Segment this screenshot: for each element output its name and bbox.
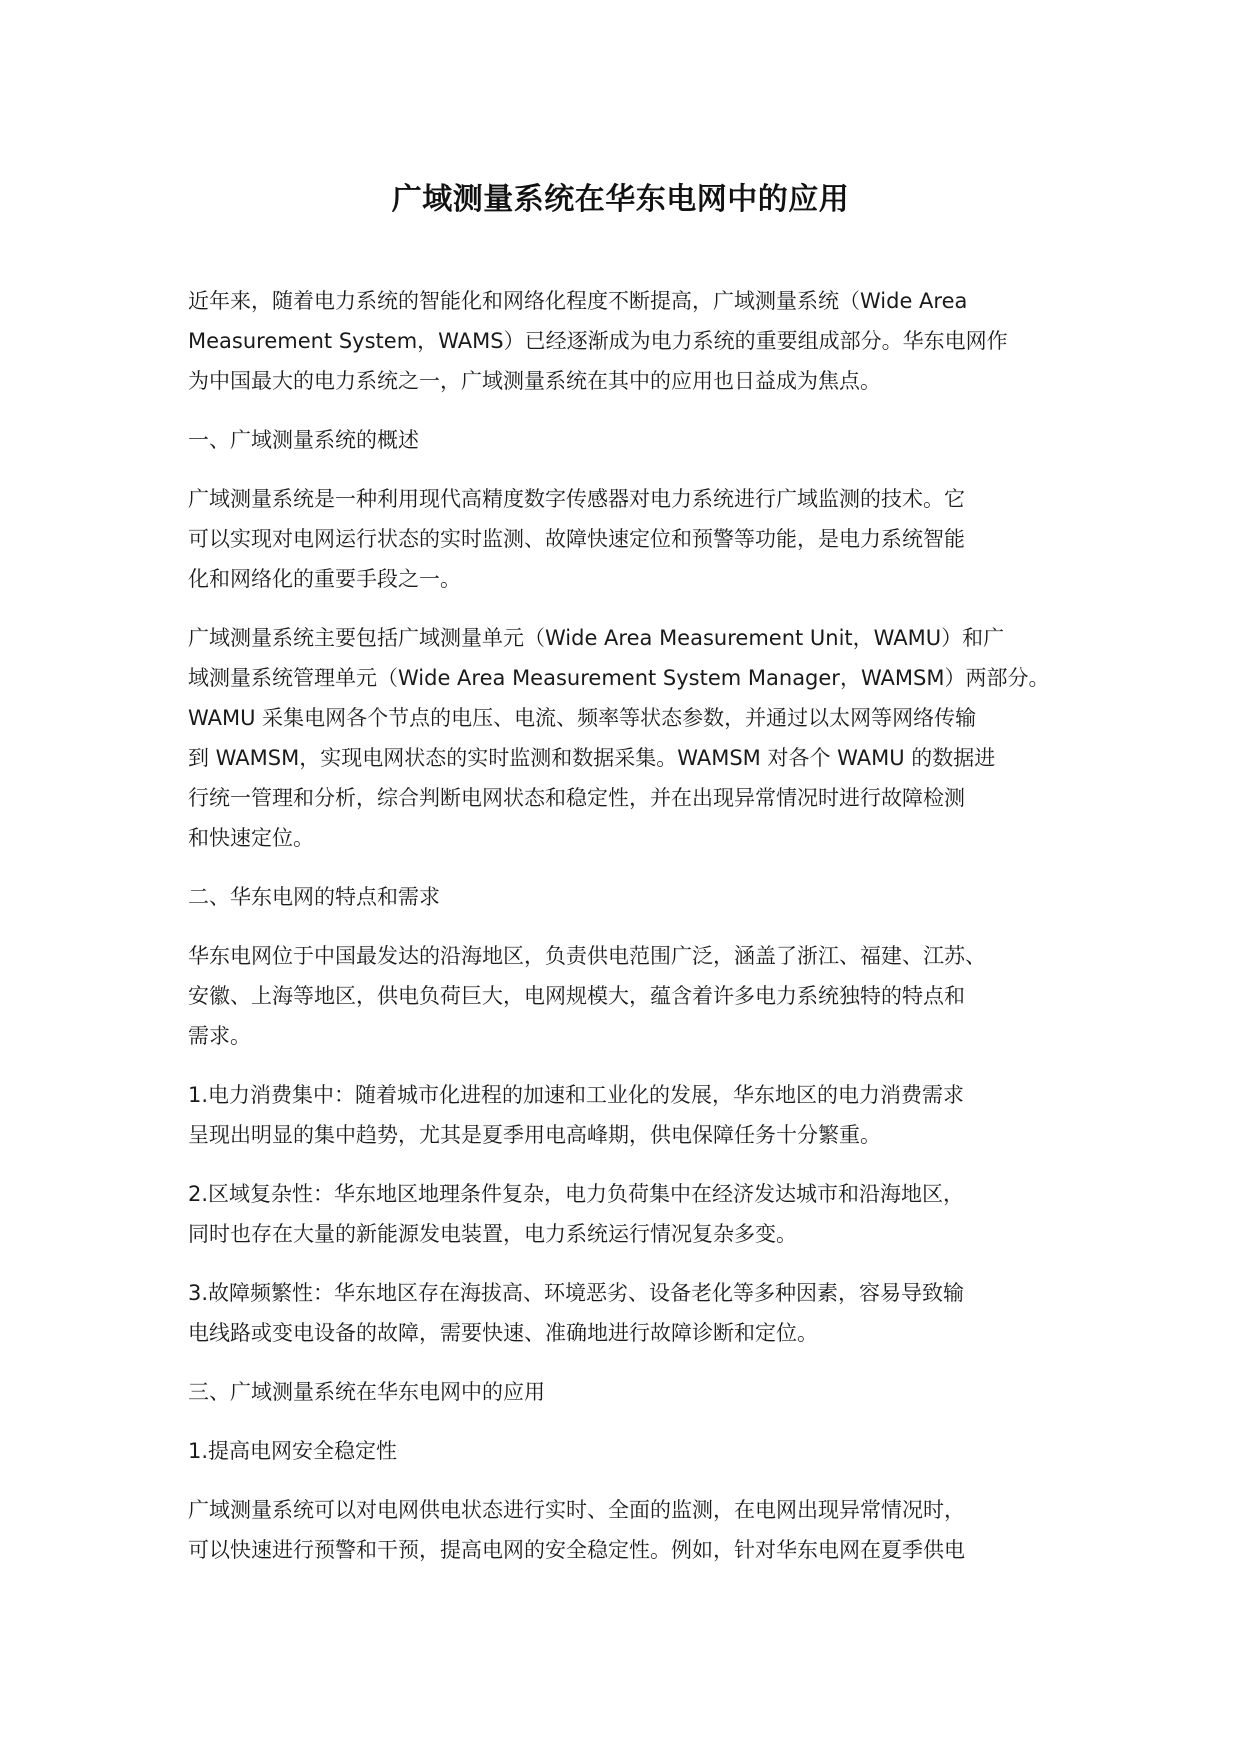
paragraph-line: 电线路或变电设备的故障，需要快速、准确地进行故障诊断和定位。 bbox=[188, 1321, 818, 1345]
paragraph-line: 为中国最大的电力系统之一，广域测量系统在其中的应用也日益成为焦点。 bbox=[188, 369, 881, 393]
paragraph-line: 广域测量系统主要包括广域测量单元（Wide Area Measurement Unit，WAMU）和广 bbox=[188, 626, 1005, 650]
paragraph bbox=[188, 1273, 1068, 1353]
paragraph-line: 行统一管理和分析，综合判断电网状态和稳定性，并在出现异常情况时进行故障检测 bbox=[188, 786, 965, 810]
paragraph-line: 可以快速进行预警和干预，提高电网的安全稳定性。例如，针对华东电网在夏季供电 bbox=[188, 1538, 965, 1562]
heading-line: 三、广域测量系统在华东电网中的应用 bbox=[188, 1380, 545, 1404]
section-heading bbox=[188, 420, 1068, 460]
document-body bbox=[188, 281, 1068, 1589]
paragraph bbox=[188, 1075, 1068, 1155]
paragraph bbox=[188, 479, 1068, 599]
paragraph-line: 安徽、上海等地区，供电负荷巨大，电网规模大，蕴含着许多电力系统独特的特点和 bbox=[188, 984, 965, 1008]
paragraph-line: 华东电网位于中国最发达的沿海地区，负责供电范围广泛，涵盖了浙江、福建、江苏、 bbox=[188, 944, 986, 968]
paragraph bbox=[188, 936, 1068, 1056]
paragraph-line: 可以实现对电网运行状态的实时监测、故障快速定位和预警等功能，是电力系统智能 bbox=[188, 527, 965, 551]
paragraph-line: Measurement System，WAMS）已经逐渐成为电力系统的重要组成部分。华东电网作 bbox=[188, 329, 1008, 353]
document-title: 广域测量系统在华东电网中的应用 bbox=[391, 182, 850, 217]
paragraph bbox=[188, 618, 1068, 858]
paragraph-line: 广域测量系统可以对电网供电状态进行实时、全面的监测，在电网出现异常情况时， bbox=[188, 1498, 965, 1522]
heading-line: 1.提高电网安全稳定性 bbox=[188, 1439, 398, 1463]
paragraph-line: 到 WAMSM，实现电网状态的实时监测和数据采集。WAMSM 对各个 WAMU 的数据进 bbox=[188, 746, 996, 770]
paragraph-line: 近年来，随着电力系统的智能化和网络化程度不断提高，广域测量系统（Wide Area bbox=[188, 289, 968, 313]
paragraph-line: WAMU 采集电网各个节点的电压、电流、频率等状态参数，并通过以太网等网络传输 bbox=[188, 706, 977, 730]
paragraph-line: 2.区域复杂性：华东地区地理条件复杂，电力负荷集中在经济发达城市和沿海地区， bbox=[188, 1182, 965, 1206]
paragraph bbox=[188, 1174, 1068, 1254]
paragraph-line: 域测量系统管理单元（Wide Area Measurement System Manager，WAMSM）两部分。 bbox=[188, 666, 1050, 690]
paragraph-line: 化和网络化的重要手段之一。 bbox=[188, 567, 461, 591]
paragraph-line: 3.故障频繁性：华东地区存在海拔高、环境恶劣、设备老化等多种因素，容易导致输 bbox=[188, 1281, 965, 1305]
paragraph bbox=[188, 281, 1068, 401]
paragraph bbox=[188, 1490, 1068, 1570]
heading-line: 二、华东电网的特点和需求 bbox=[188, 885, 440, 909]
section-heading bbox=[188, 1372, 1068, 1412]
paragraph-line: 需求。 bbox=[188, 1024, 251, 1048]
subsection-heading bbox=[188, 1431, 1068, 1471]
paragraph-line: 同时也存在大量的新能源发电装置，电力系统运行情况复杂多变。 bbox=[188, 1222, 797, 1246]
heading-line: 一、广域测量系统的概述 bbox=[188, 428, 419, 452]
section-heading bbox=[188, 877, 1068, 917]
paragraph-line: 和快速定位。 bbox=[188, 826, 314, 850]
paragraph-line: 呈现出明显的集中趋势，尤其是夏季用电高峰期，供电保障任务十分繁重。 bbox=[188, 1123, 881, 1147]
paragraph-line: 1.电力消费集中：随着城市化进程的加速和工业化的发展，华东地区的电力消费需求 bbox=[188, 1083, 965, 1107]
paragraph-line: 广域测量系统是一种利用现代高精度数字传感器对电力系统进行广域监测的技术。它 bbox=[188, 487, 965, 511]
